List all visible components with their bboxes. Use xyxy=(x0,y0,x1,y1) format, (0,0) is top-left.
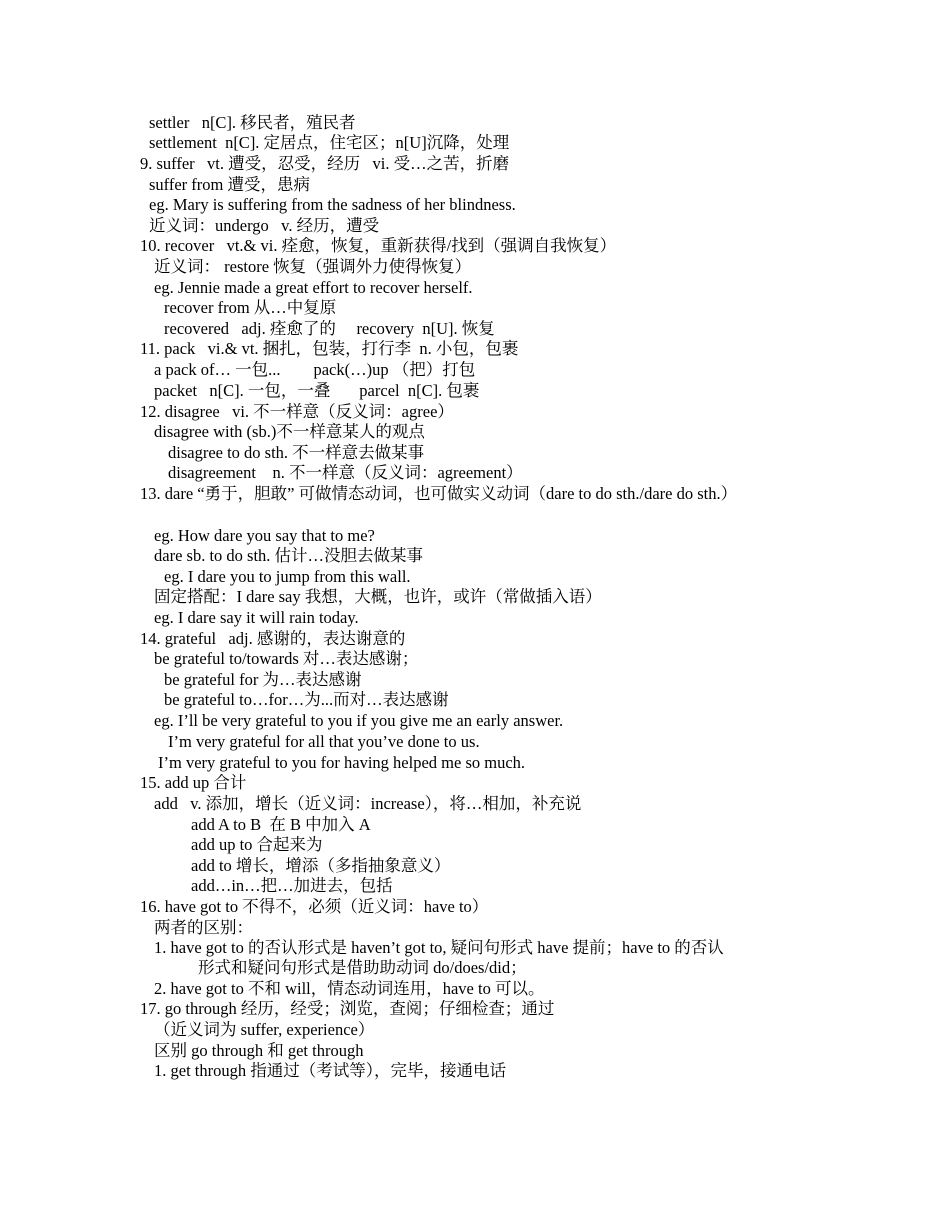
text-line: eg. Mary is suffering from the sadness of her blindness. xyxy=(149,195,516,214)
text-line: add to 增长，增添（多指抽象意义） xyxy=(191,856,451,875)
text-line: 1. get through 指通过（考试等），完毕，接通电话 xyxy=(154,1061,506,1080)
text-line: be grateful to/towards 对…表达感谢； xyxy=(154,649,419,668)
text-line: add…in…把…加进去，包括 xyxy=(191,876,393,895)
text-line: disagree to do sth. 不一样意去做某事 xyxy=(168,443,425,462)
text-line: be grateful to…for…为...而对…表达感谢 xyxy=(164,690,449,709)
text-line: add A to B 在 B 中加入 A xyxy=(191,815,371,834)
text-line: eg. I’ll be very grateful to you if you give me an early answer. xyxy=(154,711,564,730)
text-line: 16. have got to 不得不，必须（近义词：have to） xyxy=(140,897,489,916)
text-line: 15. add up 合计 xyxy=(140,773,247,792)
text-line: eg. Jennie made a great effort to recover herself. xyxy=(154,278,473,297)
text-line: suffer from 遭受，患病 xyxy=(149,175,311,194)
text-line: 10. recover vt.& vi. 痊愈，恢复，重新获得/找到（强调自我恢复） xyxy=(140,236,617,255)
text-line: settler n[C]. 移民者，殖民者 xyxy=(149,113,356,132)
text-line: disagreement n. 不一样意（反义词：agreement） xyxy=(168,463,523,482)
text-line: （近义词为 suffer, experience） xyxy=(154,1020,375,1039)
text-line: a pack of… 一包... pack(…)up （把）打包 xyxy=(154,360,476,379)
text-line: recovered adj. 痊愈了的 recovery n[U]. 恢复 xyxy=(164,319,495,338)
text-line: be grateful for 为…表达感谢 xyxy=(164,670,362,689)
text-line: 区别 go through 和 get through xyxy=(154,1041,364,1060)
text-line: add v. 添加，增长（近义词：increase），将…相加，补充说 xyxy=(154,794,582,813)
text-line: 近义词： restore 恢复（强调外力使得恢复） xyxy=(154,257,472,276)
text-line xyxy=(140,484,790,504)
text-line: 9. suffer vt. 遭受，忍受，经历 vi. 受…之苦，折磨 xyxy=(140,154,510,173)
text-line: packet n[C]. 一包，一叠 parcel n[C]. 包裹 xyxy=(154,381,480,400)
text-line: add up to 合起来为 xyxy=(191,835,323,854)
text-line: 17. go through 经历，经受；浏览，查阅；仔细检查；通过 xyxy=(140,999,555,1018)
text-line: 11. pack vi.& vt. 捆扎，包装，打行李 n. 小包，包裹 xyxy=(140,339,519,358)
text-line: 形式和疑问句形式是借助助动词 do/does/did； xyxy=(198,958,527,977)
text-line: I’m very grateful for all that you’ve done to us. xyxy=(168,732,480,751)
text-line: eg. I dare say it will rain today. xyxy=(154,608,359,627)
text-line: 1. have got to 的否认形式是 haven’t got to, 疑问句形式 have 提前；have to 的否认 xyxy=(154,938,724,957)
text-line: settlement n[C]. 定居点，住宅区；n[U]沉降，处理 xyxy=(149,133,510,152)
text-line: 12. disagree vi. 不一样意（反义词：agree） xyxy=(140,402,454,421)
text-line: 2. have got to 不和 will，情态动词连用，have to 可以。 xyxy=(154,979,545,998)
text-line: 14. grateful adj. 感谢的，表达谢意的 xyxy=(140,629,406,648)
text-line: disagree with (sb.)不一样意某人的观点 xyxy=(154,422,425,441)
text-line: eg. I dare you to jump from this wall. xyxy=(164,567,411,586)
text-line: 固定搭配：I dare say 我想，大概，也许，或许（常做插入语） xyxy=(154,587,602,606)
text-line: recover from 从…中复原 xyxy=(164,298,337,317)
text-line: I’m very grateful to you for having helped me so much. xyxy=(158,753,526,772)
text-line-wrapped: 13. dare “勇于，胆敢” 可做情态动词，也可做实义动词（dare to do sth./dare do sth.） xyxy=(140,484,738,503)
text-line: 两者的区别： xyxy=(154,918,253,937)
text-line: eg. How dare you say that to me? xyxy=(154,526,375,545)
text-line: dare sb. to do sth. 估计…没胆去做某事 xyxy=(154,546,424,565)
text-line: 近义词：undergo v. 经历，遭受 xyxy=(149,216,380,235)
